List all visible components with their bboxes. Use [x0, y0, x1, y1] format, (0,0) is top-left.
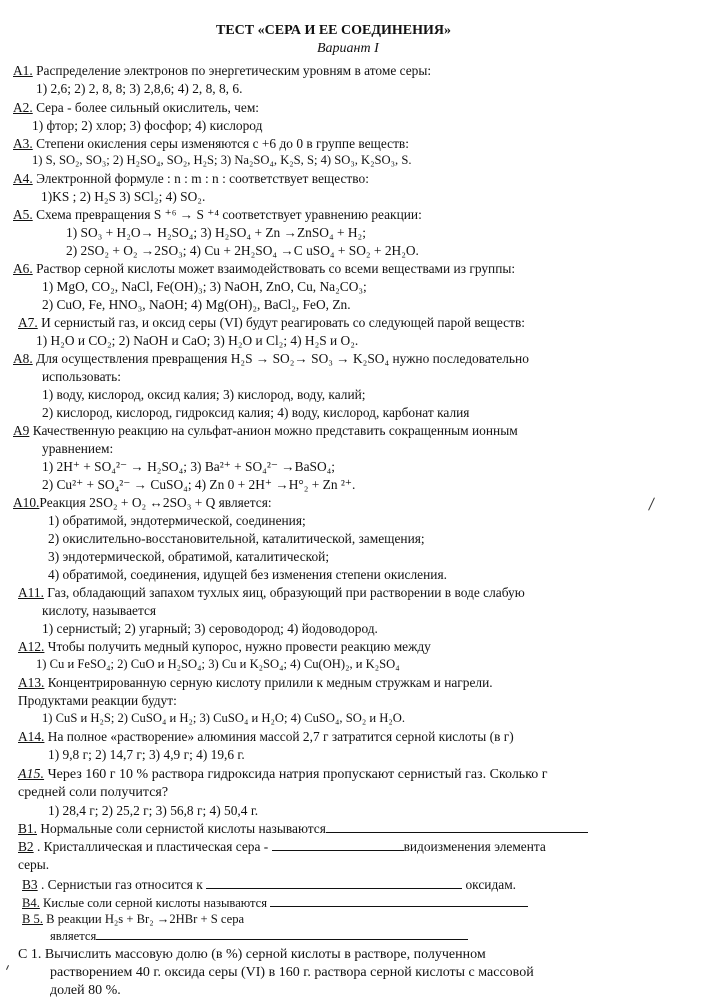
question-text-continued: серы. — [18, 857, 50, 872]
question-c1 — [18, 946, 486, 963]
question-text: Степени окисления серы изменяются с +6 до 0 в группе веществ: — [32, 136, 409, 151]
question-b1 — [18, 820, 588, 837]
question-b4 — [22, 894, 528, 912]
answer-options: 1) сернистый; 2) угарный; 3) сероводород; 4) йодоводород. — [42, 621, 378, 636]
question-number: A8. — [13, 351, 33, 366]
answer-blank[interactable] — [326, 820, 588, 833]
question-text-continued: средней соли получится? — [18, 785, 169, 800]
question-text: Для осуществления превращения H₂S → SO₂→ SO₃ → K₂SO₄ нужно последовательно — [32, 351, 529, 366]
question-text-tail: видоизменения элемента — [403, 839, 546, 854]
answer-options: 1) 9,8 г; 2) 14,7 г; 3) 4,9 г; 4) 19,6 г. — [48, 747, 245, 762]
question-a13 — [18, 674, 493, 691]
question-number: A12. — [18, 639, 45, 654]
question-a14 — [18, 728, 514, 745]
question-a5 — [13, 206, 422, 223]
question-a12 — [18, 638, 431, 655]
answer-options: 1) фтор; 2) хлор; 3) фосфор; 4) кислород — [32, 118, 263, 133]
answer-blank[interactable] — [96, 927, 468, 940]
answer-options: 1) Cu и FeSO₄; 2) CuO и H₂SO₄; 3) Cu и K₂SO₄; 4) Cu(OH)₂, и K₂SO₄ — [36, 657, 400, 671]
answer-options: 1) SO₃ + H₂O→ H₂SO₄; 3) H₂SO₄ + Zn →ZnSO₄ + H₂; — [66, 225, 366, 240]
question-text-continued: растворением 40 г. оксида серы (VI) в 160 г. раствора серной кислоты с массовой — [50, 965, 534, 980]
question-text: Электронной формуле : n : m : n : соответствует вещество: — [32, 171, 369, 186]
question-text: Сера - более сильный окислитель, чем: — [32, 100, 260, 115]
question-number: A13. — [18, 675, 45, 690]
question-number: B4. — [22, 896, 40, 910]
question-a3 — [13, 135, 409, 152]
question-number: A3. — [13, 136, 33, 151]
question-a2 — [13, 99, 259, 116]
answer-option: 3) эндотермической, обратимой, каталитической; — [48, 549, 330, 564]
answer-options: 2) CuO, Fe, HNO₃, NaOH; 4) Mg(OH)₂, BaCl₂, FeO, Zn. — [42, 297, 351, 312]
question-number: A6. — [13, 261, 33, 276]
stray-pen-mark — [648, 497, 655, 510]
question-a15 — [18, 766, 548, 783]
question-text: Концентрированную серную кислоту прилили к медным стружкам и нагрели. — [44, 675, 493, 690]
question-number: B2 — [18, 839, 34, 854]
question-number: B3 — [22, 877, 38, 892]
question-a8 — [13, 350, 529, 367]
question-text: Через 160 г 10 % раствора гидроксида натрия пропускают сернистый газ. Сколько г — [44, 767, 548, 782]
question-b3 — [22, 876, 516, 893]
question-a6 — [13, 260, 515, 277]
answer-option: 4) обратимой, соединения, идущей без изменения степени окисления. — [48, 567, 447, 582]
question-text: В реакции H₂s + Br₂ →2HBr + S сера — [43, 912, 245, 926]
question-text: Нормальные соли сернистой кислоты называются — [36, 821, 326, 836]
question-text: Реакция 2SO₂ + O₂ ↔2SO₃ + Q является: — [39, 495, 272, 510]
answer-blank[interactable] — [270, 894, 528, 907]
question-b5 — [22, 911, 244, 928]
answer-options: 1) CuS и H₂S; 2) CuSO₄ и H₂; 3) CuSO₄ и H₂O; 4) CuSO₄, SO₂ и H₂O. — [42, 711, 405, 725]
question-text-continued: использовать: — [42, 369, 121, 384]
question-text: Раствор серной кислоты может взаимодействовать со всеми веществами из группы: — [32, 261, 516, 276]
answer-options: 1) воду, кислород, оксид калия; 3) кислород, воду, калий; — [42, 387, 366, 402]
question-text-continued: кислоту, называется — [42, 603, 157, 618]
answer-options: 1) 2,6; 2) 2, 8, 8; 3) 2,8,6; 4) 2, 8, 8, 6. — [36, 81, 243, 96]
question-text: На полное «растворение» алюминия массой 2,7 г затратится серной кислоты (в г) — [44, 729, 514, 744]
question-text-tail: оксидам. — [462, 877, 517, 892]
question-text: Качественную реакцию на сульфат-анион можно представить сокращенным ионным — [29, 423, 518, 438]
page-title: ТЕСТ «СЕРА И ЕЕ СОЕДИНЕНИЯ» — [216, 23, 451, 38]
answer-options: 1) H₂O и CO₂; 2) NaOH и CaO; 3) H₂O и Cl₂; 4) H₂S и O₂. — [36, 333, 359, 348]
question-number: B 5. — [22, 912, 43, 926]
answer-options: 1) MgO, CO₂, NaCl, Fe(OH)₃; 3) NaOH, ZnO, Cu, Na₂CO₃; — [42, 279, 367, 294]
question-text: Кислые соли серной кислоты называются — [39, 896, 271, 910]
question-text: . Кристаллическая и пластическая сера - — [33, 839, 272, 854]
question-number: A2. — [13, 100, 33, 115]
question-number: C 1. — [18, 947, 42, 962]
question-number: A10. — [13, 495, 40, 510]
variant-label: Вариант I — [317, 41, 379, 56]
answer-blank[interactable] — [206, 876, 462, 889]
question-a7 — [18, 314, 525, 331]
question-number: A11. — [18, 585, 44, 600]
question-text: Распределение электронов по энергетическим уровням в атоме серы: — [32, 63, 432, 78]
question-a4 — [13, 170, 369, 187]
answer-options: 2) кислород, кислород, гидроксид калия; 4) воду, кислород, карбонат калия — [42, 405, 470, 420]
question-text-continued: Продуктами реакции будут: — [18, 693, 177, 708]
answer-option: 1) обратимой, эндотермической, соединения; — [48, 513, 306, 528]
question-number: A1. — [13, 63, 33, 78]
question-text-continued — [50, 927, 468, 945]
answer-options: 2) 2SO₂ + O₂ →2SO₃; 4) Cu + 2H₂SO₄ →C uSO₄ + SO₂ + 2H₂O. — [66, 243, 419, 258]
question-text: Вычислить массовую долю (в %) серной кислоты в растворе, полученном — [41, 947, 486, 962]
question-a10 — [13, 494, 272, 511]
answer-options: 1) 2H⁺ + SO₄²⁻ → H₂SO₄; 3) Ba²⁺ + SO₄²⁻ →BaSO₄; — [42, 459, 336, 474]
question-number: A9 — [13, 423, 30, 438]
answer-options: 1)KS ; 2) H₂S 3) SCl₂; 4) SO₂. — [41, 189, 206, 204]
answer-options: 2) Cu²⁺ + SO₄²⁻ → CuSO₄; 4) Zn 0 + 2H⁺ →H°₂ + Zn ²⁺. — [42, 477, 356, 492]
question-text: И сернистый газ, и оксид серы (VI) будут реагировать со следующей парой веществ: — [37, 315, 526, 330]
question-number: B1. — [18, 821, 37, 836]
question-a11 — [18, 584, 525, 601]
answer-option: 2) окислительно-восстановительной, каталитической, замещения; — [48, 531, 425, 546]
question-number: A4. — [13, 171, 33, 186]
answer-options: 1) S, SO₂, SO₃; 2) H₂SO₄, SO₂, H₂S; 3) Na₂SO₄, K₂S, S; 4) SO₃, K₂SO₃, S. — [32, 153, 412, 167]
question-b2 — [18, 838, 546, 855]
question-text: Схема превращения S ⁺⁶ → S ⁺⁴ соответствует уравнению реакции: — [32, 207, 422, 222]
question-number: A7. — [18, 315, 38, 330]
question-text: является — [50, 929, 97, 943]
question-text: Газ, обладающий запахом тухлых яиц, образующий при растворении в воде слабую — [43, 585, 525, 600]
question-a9 — [13, 422, 518, 439]
question-text-continued: уравнением: — [42, 441, 114, 456]
question-text: Чтобы получить медный купорос, нужно провести реакцию между — [44, 639, 431, 654]
stray-pen-mark — [6, 965, 9, 970]
question-a1 — [13, 62, 431, 79]
question-number: A5. — [13, 207, 33, 222]
question-text-continued: долей 80 %. — [50, 983, 121, 998]
answer-options: 1) 28,4 г; 2) 25,2 г; 3) 56,8 г; 4) 50,4 г. — [48, 803, 259, 818]
question-text: . Сернистыи газ относится к — [37, 877, 207, 892]
answer-blank[interactable] — [272, 838, 404, 851]
question-number: A14. — [18, 729, 45, 744]
question-number: A15. — [18, 767, 45, 782]
